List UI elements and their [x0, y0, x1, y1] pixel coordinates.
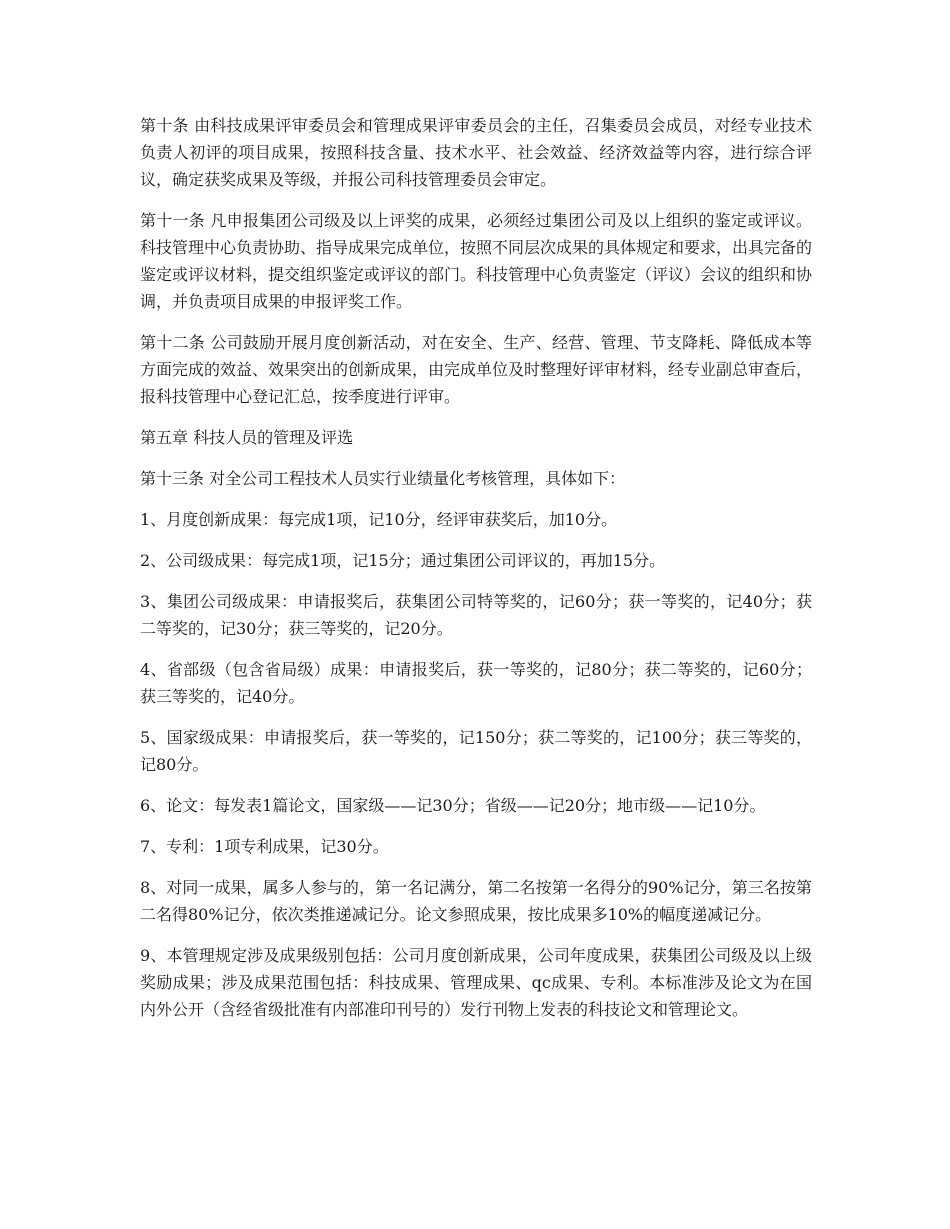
list-item-3: 3、集团公司级成果：申请报奖后，获集团公司特等奖的，记60分；获一等奖的，记40分；获二等奖的，记30分；获三等奖的，记20分。: [140, 592, 812, 638]
list-item-5: 5、国家级成果：申请报奖后，获一等奖的，记150分；获二等奖的，记100分；获三等奖的，记80分。: [140, 728, 812, 774]
list-item-4: 4、省部级（包含省局级）成果：申请报奖后，获一等奖的，记80分；获二等奖的，记60分；获三等奖的，记40分。: [140, 660, 812, 706]
article-12-paragraph: 第十二条 公司鼓励开展月度创新活动，对在安全、生产、经营、管理、节支降耗、降低成本等方面完成的效益、效果突出的创新成果，由完成单位及时整理好评审材料，经专业副总审查后，报科技管理中心登记汇总，按季度进行评审。: [140, 333, 813, 406]
list-item-9: 9、本管理规定涉及成果级别包括：公司月度创新成果，公司年度成果，获集团公司级及以上级奖励成果；涉及成果范围包括：科技成果、管理成果、qc成果、专利。本标准涉及论文为在国内外公开（含经省级批准有内部准印刊号的）发行刊物上发表的科技论文和管理论文。: [140, 946, 812, 1019]
list-item-1: 1、月度创新成果：每完成1项，记10分，经评审获奖后，加10分。: [140, 510, 618, 529]
document-body: [140, 112, 812, 1037]
list-item-2: 2、公司级成果：每完成1项，记15分；通过集团公司评议的，再加15分。: [140, 551, 666, 570]
list-item-8: 8、对同一成果，属多人参与的，第一名记满分，第二名按第一名得分的90%记分，第三名按第二名得80%记分，依次类推递减记分。论文参照成果，按比成果多10%的幅度递减记分。: [140, 878, 812, 924]
article-13-paragraph: 第十三条 对全公司工程技术人员实行业绩量化考核管理，具体如下：: [140, 469, 626, 488]
list-item-7: 7、专利：1项专利成果，记30分。: [140, 837, 389, 856]
article-11-paragraph: 第十一条 凡申报集团公司级及以上评奖的成果，必须经过集团公司及以上组织的鉴定或评议。科技管理中心负责协助、指导成果完成单位，按照不同层次成果的具体规定和要求，出具完备的鉴定或评议材料，提交组织鉴定或评议的部门。科技管理中心负责鉴定（评议）会议的组织和协调，并负责项目成果的申报评奖工作。: [140, 211, 813, 311]
list-item-6: 6、论文：每发表1篇论文，国家级——记30分；省级——记20分；地市级——记10分。: [140, 796, 766, 815]
chapter-5-heading: 第五章 科技人员的管理及评选: [140, 428, 354, 447]
article-10-paragraph: 第十条 由科技成果评审委员会和管理成果评审委员会的主任，召集委员会成员，对经专业技术负责人初评的项目成果，按照科技含量、技术水平、社会效益、经济效益等内容，进行综合评议，确定获奖成果及等级，并报公司科技管理委员会审定。: [140, 116, 812, 189]
